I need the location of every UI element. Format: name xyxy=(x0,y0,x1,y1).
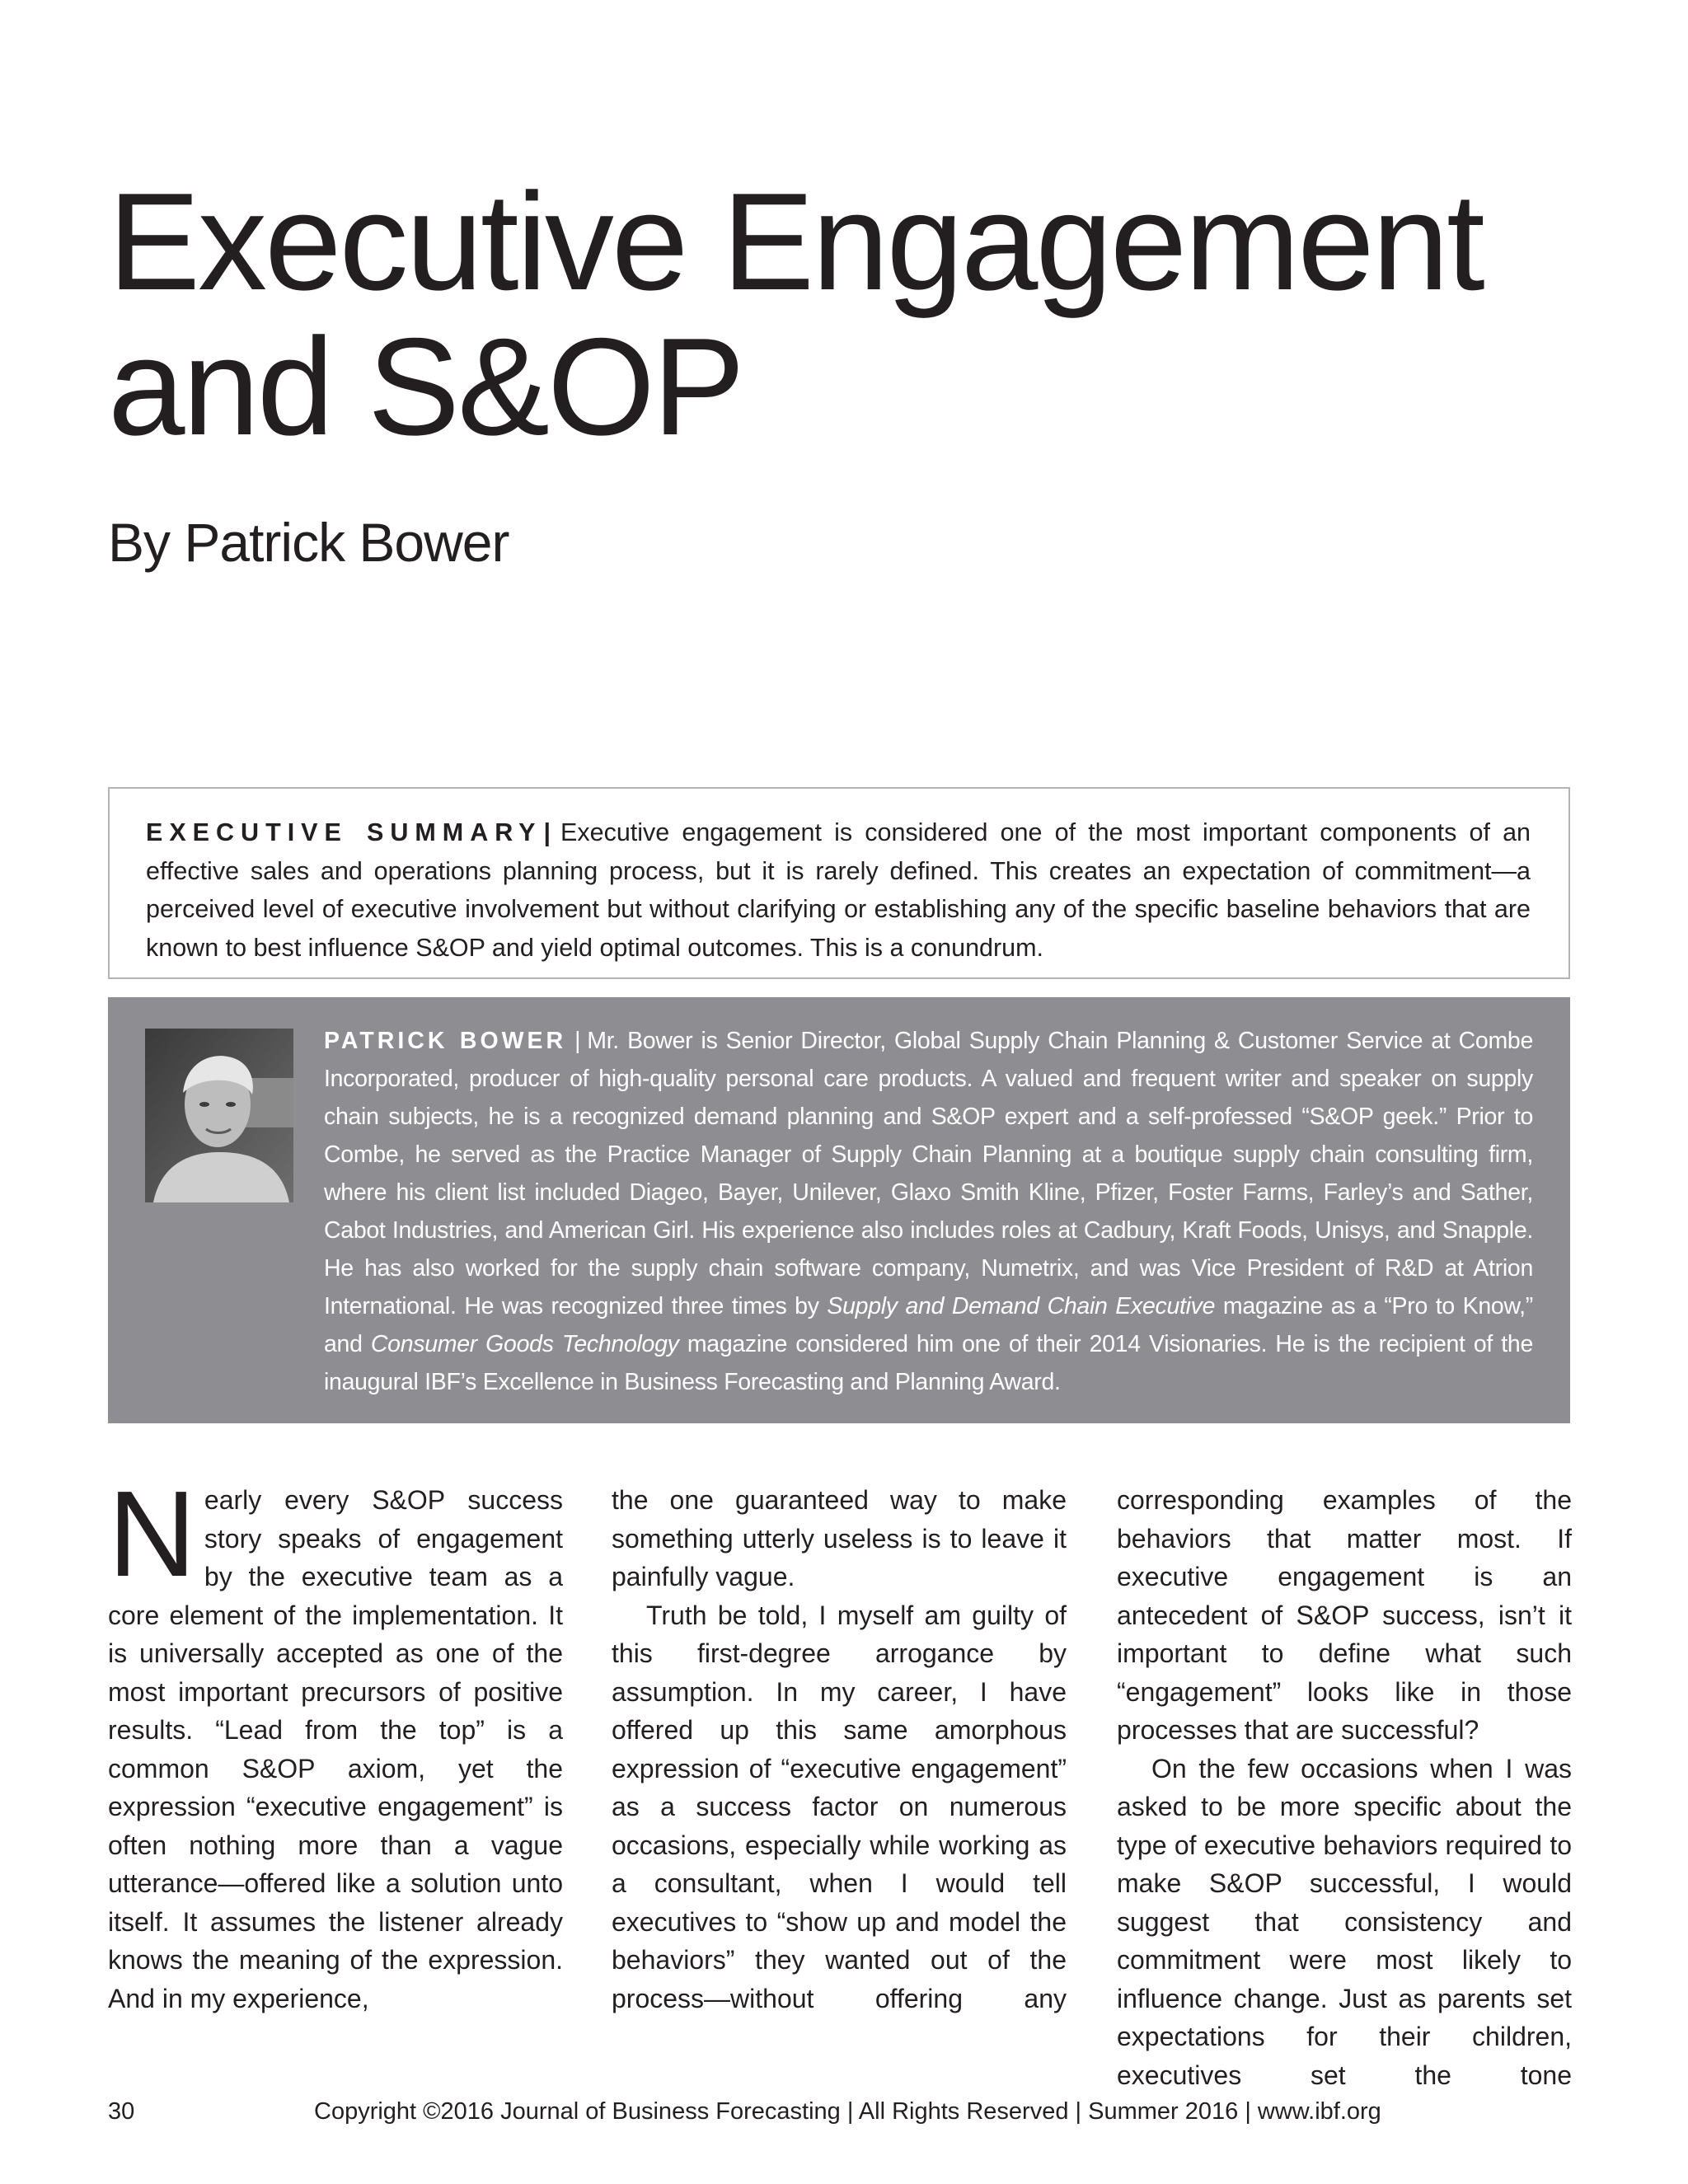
col2-paragraph-2: Truth be told, I myself am guilty of this first-degree arrogance by assumption. In my career, I have offered up this same amorphous expression of “executive engagement” as a success factor on numerous occasions, especially while working as a consultant, when I would tell executives to “show up and model the behaviors” they wanted out of the process—without offering any xyxy=(612,1600,1067,2013)
author-bio-box xyxy=(108,997,1570,1423)
summary-separator: | xyxy=(543,818,551,846)
author-photo xyxy=(145,1029,293,1202)
executive-summary-box xyxy=(108,787,1570,979)
summary-text: Executive engagement is considered one of the most important components of an effective sales and operations planning process, but it is rarely defined. This creates an expectation of commitment—a perceived level of executive involvement but without clarifying or establishing any of the specific baseline behaviors that are known to best influence S&OP and yield optimal outcomes. This is a conundrum. xyxy=(146,818,1531,962)
bio-text-part-2: magazine as a “Pro to Know,” and xyxy=(324,1293,1533,1357)
article-title xyxy=(108,164,1592,464)
bio-name: PATRICK BOWER xyxy=(324,1028,567,1054)
col2-paragraph-1: the one guaranteed way to make something utterly useless is to leave it painfully vague. xyxy=(612,1485,1067,1591)
bio-text-part-3: magazine considered him one of their 2014 Visionaries. He is the recipient of the inaugural IBF’s Excellence in Business Forecasting and Planning Award. xyxy=(324,1331,1533,1395)
col3-paragraph-1: corresponding examples of the behaviors that matter most. If executive engagement is an antecedent of S&OP success, isn’t it important to define what such “engagement” looks like in those processes that are successful? xyxy=(1117,1485,1572,1745)
col1-paragraph-1: early every S&OP success story speaks of engagement by the executive team as a core element of the implementation. It is universally accepted as one of the most important precursors of positive results. “Lead from the top” is a common S&OP axiom, yet the expression “executive engagement” is often nothing more than a vague utterance—offered like a solution unto itself. It assumes the listener already knows the meaning of the expression. And in my experience, xyxy=(108,1485,563,2013)
drop-cap: N xyxy=(108,1466,193,1602)
bio-text-part-1: Mr. Bower is Senior Director, Global Supply Chain Planning & Customer Service at Combe Incorporated, producer of high-quality personal care products. A valued and frequent writer and speaker on supply chain subjects, he is a recognized demand planning and S&OP expert and a self-professed “S&OP geek.” Prior to Combe, he served as the Practice Manager of Supply Chain Planning at a boutique supply chain consulting firm, where his client list included Diageo, Bayer, Unilever, Glaxo Smith Kline, Pfizer, Foster Farms, Farley’s and Sather, Cabot Industries, and American Girl. His experience also includes roles at Cadbury, Kraft Foods, Unisys, and Snapple. He has also worked for the supply chain software company, Numetrix, and was Vice President of R&D at Atrion International. He was recognized three times by xyxy=(324,1028,1534,1319)
body-column-3 xyxy=(1117,1481,1572,2094)
title-line-2: and S&OP xyxy=(108,309,743,464)
summary-heading: EXECUTIVE SUMMARY xyxy=(146,818,542,846)
body-column-2 xyxy=(612,1481,1067,2018)
copyright-line: Copyright ©2016 Journal of Business Forecasting | All Rights Reserved | Summer 2016 | www.ibf.org xyxy=(314,2098,1381,2125)
body-paragraph xyxy=(108,1466,563,2018)
bio-magazine-2: Consumer Goods Technology xyxy=(370,1331,679,1357)
bio-magazine-1: Supply and Demand Chain Executive xyxy=(827,1293,1216,1319)
bio-separator: | xyxy=(574,1028,581,1054)
body-column-1 xyxy=(108,1466,563,2018)
byline: By Patrick Bower xyxy=(108,512,509,573)
title-line-1: Executive Engagement xyxy=(108,164,1483,319)
bio-text xyxy=(324,1022,1533,1401)
col3-paragraph-2: On the few occasions when I was asked to be more specific about the type of executive behaviors required to make S&OP successful, I would suggest that consistency and commitment were most likely to influence change. Just as parents set expectations for their children, executives set the tone xyxy=(1117,1753,1572,2090)
page-number: 30 xyxy=(108,2098,135,2125)
